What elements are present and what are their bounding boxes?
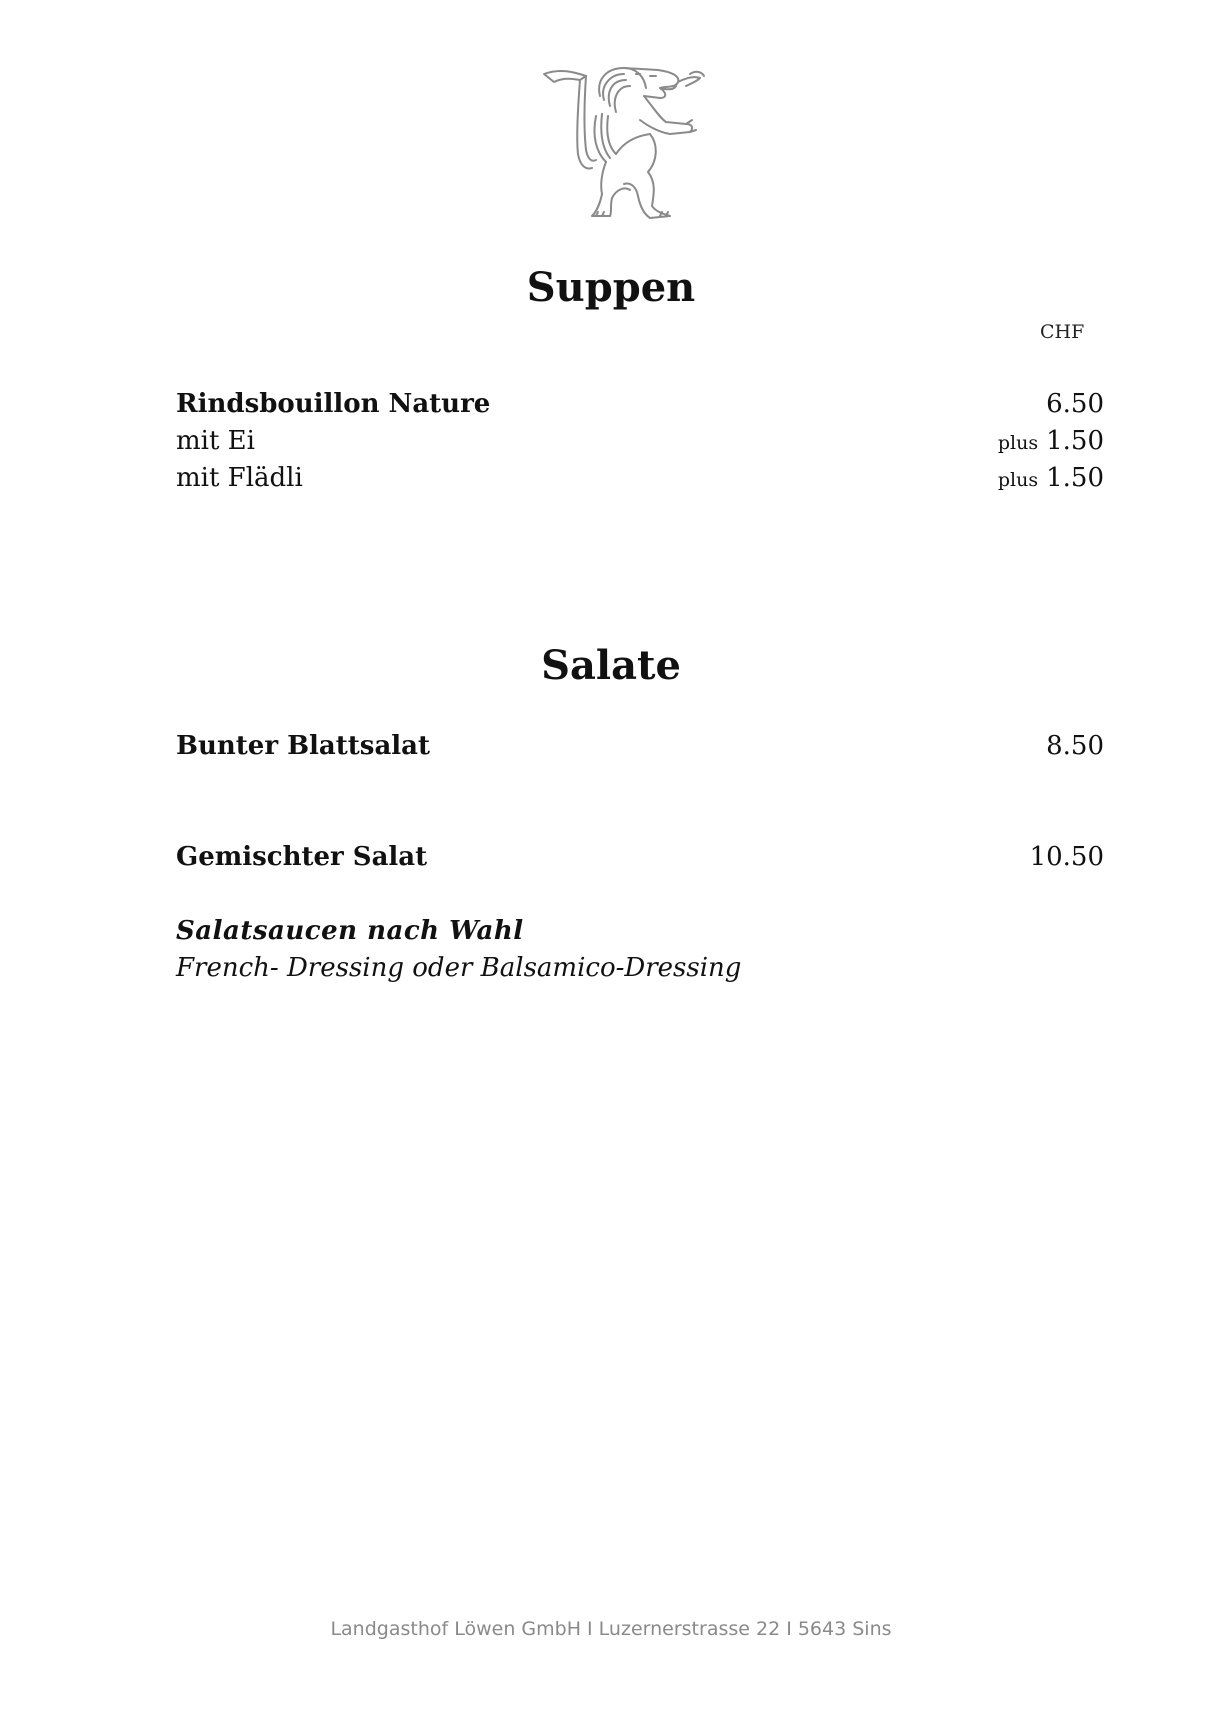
dressing-options: French- Dressing oder Balsamico-Dressing <box>176 953 742 983</box>
item-name: Gemischter Salat <box>176 842 428 872</box>
item-price-value: 10.50 <box>1029 842 1104 872</box>
menu-item <box>176 386 1104 422</box>
item-price <box>1046 728 1104 764</box>
item-name: mit Flädli <box>176 463 303 493</box>
item-price-value: 1.50 <box>1046 463 1104 493</box>
item-name: Bunter Blattsalat <box>176 731 431 761</box>
item-price <box>998 460 1104 498</box>
currency-label: CHF <box>1040 321 1085 343</box>
item-price <box>1046 386 1104 422</box>
menu-item <box>176 423 1104 459</box>
item-price-value: 1.50 <box>1046 426 1104 456</box>
menu-item <box>176 839 1104 875</box>
item-name: Rindsbouillon Nature <box>176 389 491 419</box>
dressing-heading: Salatsaucen nach Wahl <box>176 916 524 946</box>
rampant-lion-logo <box>540 66 718 220</box>
price-prefix: plus <box>997 469 1039 491</box>
item-price <box>1030 839 1104 875</box>
footer-address: Landgasthof Löwen GmbH I Luzernerstrasse 22 I 5643 Sins <box>330 1618 892 1640</box>
item-name: mit Ei <box>176 426 255 456</box>
menu-item <box>176 728 1104 764</box>
price-prefix: plus <box>997 432 1039 454</box>
section-title-suppen: Suppen <box>526 264 696 311</box>
item-price <box>998 423 1104 461</box>
section-title-salate: Salate <box>541 642 681 689</box>
item-price-value: 6.50 <box>1046 389 1104 419</box>
menu-item <box>176 460 1104 496</box>
item-price-value: 8.50 <box>1046 731 1104 761</box>
